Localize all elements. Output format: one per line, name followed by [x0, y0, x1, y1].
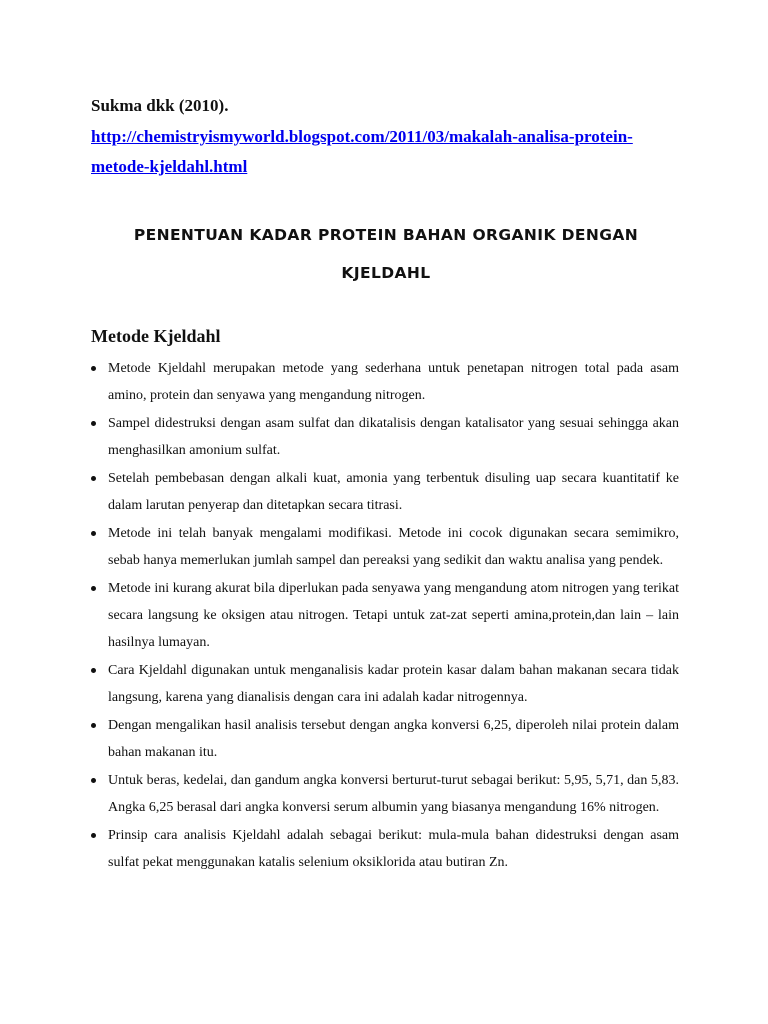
bullet-item: Cara Kjeldahl digunakan untuk menganalisis kadar protein kasar dalam bahan makanan secara tidak langsung, karena yang dianalisis dengan cara ini adalah kadar nitrogennya.	[91, 657, 679, 711]
bullet-item: Metode ini telah banyak mengalami modifikasi. Metode ini cocok digunakan secara semimikro, sebab hanya memerlukan jumlah sampel dan pereaksi yang sedikit dan waktu analisa yang pendek.	[91, 520, 679, 574]
bullet-item: Dengan mengalikan hasil analisis tersebut dengan angka konversi 6,25, diperoleh nilai protein dalam bahan makanan itu.	[91, 712, 679, 766]
bullet-item: Untuk beras, kedelai, dan gandum angka konversi berturut-turut sebagai berikut: 5,95, 5,71, dan 5,83. Angka 6,25 berasal dari angka konversi serum albumin yang biasanya mengandung 16% nitrogen.	[91, 767, 679, 821]
reference-link[interactable]	[91, 122, 671, 182]
reference-citation: Sukma dkk (2010).	[91, 96, 229, 115]
bullet-item: Metode Kjeldahl merupakan metode yang sederhana untuk penetapan nitrogen total pada asam amino, protein dan senyawa yang mengandung nitrogen.	[91, 355, 679, 409]
bullet-item: Setelah pembebasan dengan alkali kuat, amonia yang terbentuk disuling uap secara kuantitatif ke dalam larutan penyerap dan ditetapkan secara titrasi.	[91, 465, 679, 519]
reference-link-line-2[interactable]: metode-kjeldahl.html	[91, 157, 248, 176]
bullet-list	[91, 355, 679, 877]
reference-link-line-1[interactable]: http://chemistryismyworld.blogspot.com/2011/03/makalah-analisa-protein-	[91, 127, 633, 146]
bullet-item: Sampel didestruksi dengan asam sulfat dan dikatalisis dengan katalisator yang sesuai sehingga akan menghasilkan amonium sulfat.	[91, 410, 679, 464]
bullet-item: Metode ini kurang akurat bila diperlukan pada senyawa yang mengandung atom nitrogen yang terikat secara langsung ke oksigen atau nitrogen. Tetapi untuk zat-zat seperti amina,protein,dan lain – lain hasilnya lumayan.	[91, 575, 679, 656]
document-title-line-2: KJELDAHL	[341, 264, 431, 282]
document-title	[91, 216, 681, 292]
section-heading: Metode Kjeldahl	[91, 326, 221, 346]
bullet-item: Prinsip cara analisis Kjeldahl adalah sebagai berikut: mula-mula bahan didestruksi dengan asam sulfat pekat menggunakan katalis selenium oksiklorida atau butiran Zn.	[91, 822, 679, 876]
document-title-line-1: PENENTUAN KADAR PROTEIN BAHAN ORGANIK DENGAN	[133, 226, 639, 244]
